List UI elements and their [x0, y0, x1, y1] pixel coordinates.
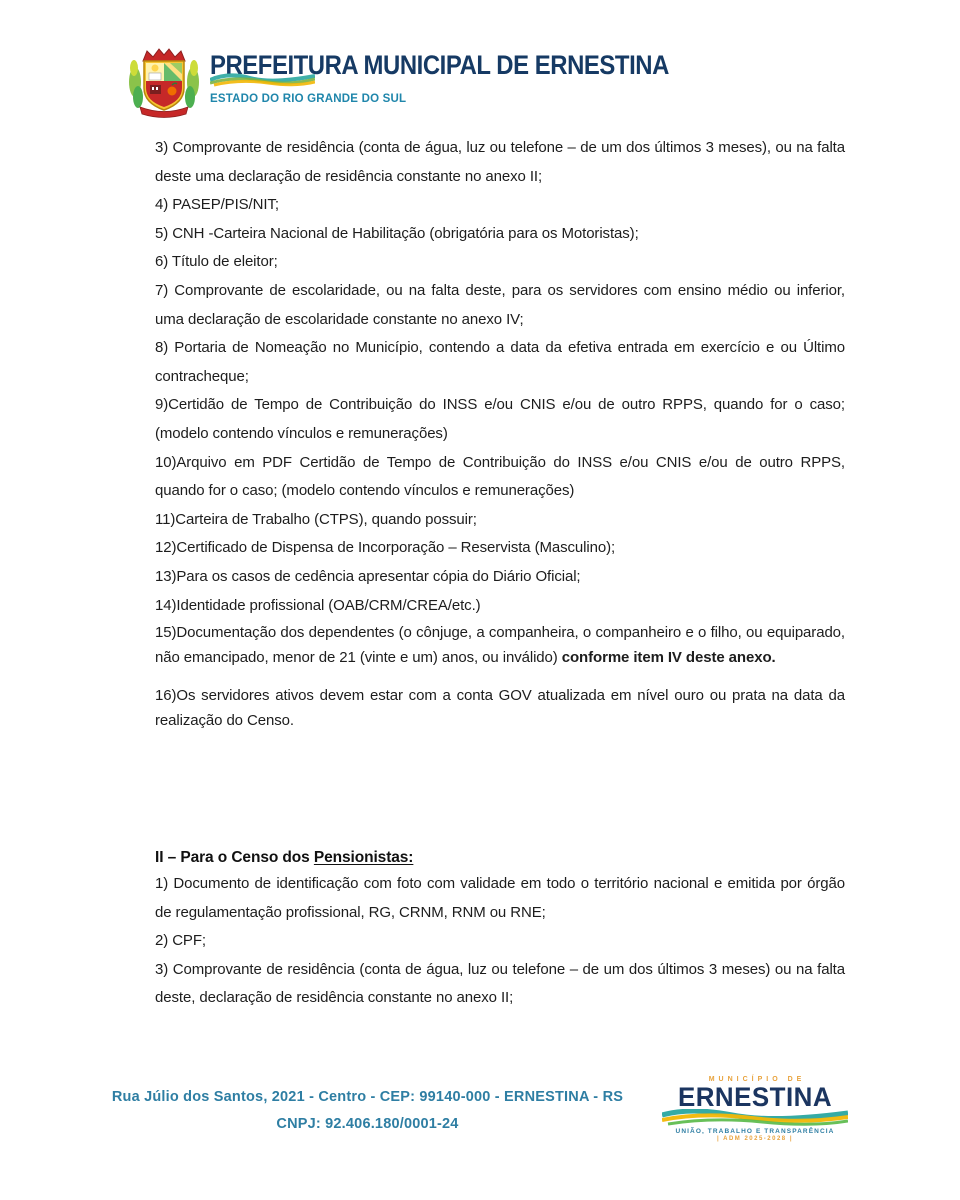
list-item-9: 9)Certidão de Tempo de Contribuição do INSS e/ou CNIS e/ou de outro RPPS, quando for o caso; (modelo contendo vínculos e remunerações): [155, 396, 845, 442]
footer-municipality-logo: [660, 1076, 850, 1142]
footer-logo-name: ERNESTINA: [677, 1082, 833, 1112]
list-item-6: 6) Título de eleitor;: [155, 253, 278, 271]
document-body: [155, 134, 845, 1013]
list-item-4: 4) PASEP/PIS/NIT;: [155, 196, 279, 214]
list-item-15: [155, 620, 845, 670]
footer-address-line2: CNPJ: 92.406.180/0001-24: [276, 1116, 459, 1132]
list-item-12: 12)Certificado de Dispensa de Incorporação – Reservista (Masculino);: [155, 539, 616, 557]
footer-logo-slogan: UNIÃO, TRABALHO E TRANSPARÊNCIA: [675, 1128, 835, 1136]
list-item-p1: 1) Documento de identificação com foto com validade em todo o território nacional e emitida por órgão de regulamentação profissional, RG, CRNM, RNM ou RNE;: [155, 875, 845, 921]
section-heading-underlined: Pensionistas:: [313, 849, 414, 867]
list-item-16: 16)Os servidores ativos devem estar com a conta GOV atualizada em nível ouro ou prata na data da realização do Censo.: [155, 687, 845, 730]
list-item-11: 11)Carteira de Trabalho (CTPS), quando possuir;: [155, 510, 477, 528]
list-item-5: 5) CNH -Carteira Nacional de Habilitação (obrigatória para os Motoristas);: [155, 224, 639, 242]
header-wave-swoosh-icon: [210, 72, 315, 87]
list-item-p2: 2) CPF;: [155, 932, 206, 950]
list-item-10: 10)Arquivo em PDF Certidão de Tempo de Contribuição do INSS e/ou CNIS e/ou de outro RPPS, quando for o caso; (modelo contendo vínculos e remunerações): [155, 453, 845, 500]
footer-address: [95, 1084, 640, 1138]
list-item-15-text: 15)Documentação dos dependentes (o cônjuge, a companheira, o companheiro e o filho, ou equiparado, não emancipado, menor de 21 (vinte e um) anos, ou inválido): [155, 624, 845, 667]
document-header: [126, 44, 729, 120]
section-heading-prefix: II – Para o Censo dos: [155, 849, 314, 867]
header-title: PREFEITURA MUNICIPAL DE ERNESTINA: [210, 50, 669, 80]
list-item-14: 14)Identidade profissional (OAB/CRM/CREA/etc.): [155, 596, 481, 614]
header-subtitle: ESTADO DO RIO GRANDE DO SUL: [210, 93, 407, 105]
list-item-3: 3) Comprovante de residência (conta de água, luz ou telefone – de um dos últimos 3 meses), ou na falta deste uma declaração de residência constante no anexo II;: [155, 139, 845, 185]
coat-of-arms-icon: [126, 44, 202, 120]
footer-logo-adm: | ADM 2025-2028 |: [717, 1136, 793, 1143]
list-item-7: 7) Comprovante de escolaridade, ou na falta deste, para os servidores com ensino médio ou inferior, uma declaração de escolaridade constante no anexo IV;: [155, 281, 845, 328]
footer-wave-swoosh-icon: [662, 1109, 848, 1127]
footer-logo-top-label: MUNICÍPIO DE: [708, 1076, 806, 1083]
footer-address-line1: Rua Júlio dos Santos, 2021 - Centro - CEP: 99140-000 - ERNESTINA - RS: [111, 1089, 624, 1105]
list-item-15-bold: conforme item IV deste anexo.: [561, 649, 776, 667]
section-heading-pensionistas: [155, 845, 845, 870]
list-item-13: 13)Para os casos de cedência apresentar cópia do Diário Oficial;: [155, 567, 581, 585]
list-item-8: 8) Portaria de Nomeação no Município, contendo a data da efetiva entrada em exercício e ou Último contracheque;: [155, 339, 845, 385]
list-item-p3: 3) Comprovante de residência (conta de água, luz ou telefone – de um dos últimos 3 meses) ou na falta deste, declaração de residência constante no anexo II;: [155, 960, 845, 1007]
